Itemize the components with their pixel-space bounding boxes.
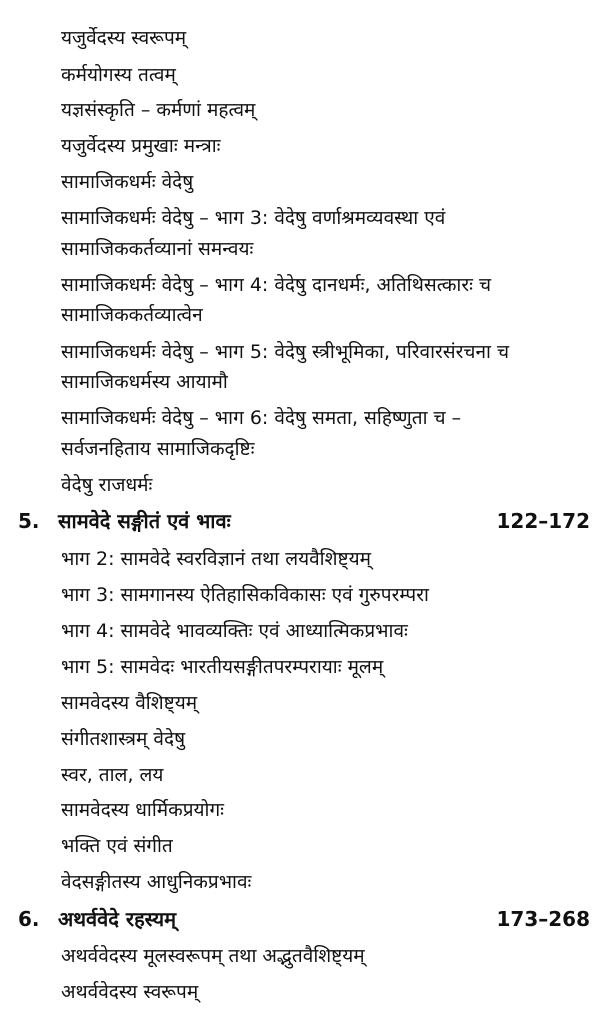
toc-line: सामवेदस्य धार्मिकप्रयोगः	[61, 799, 224, 821]
toc-line: सामाजिकधर्मस्य आयामौ	[61, 371, 228, 393]
toc-line: सर्वजनहिताय सामाजिकदृष्टिः	[61, 438, 255, 460]
toc-line: सामाजिकधर्मः वेदेषु – भाग 3: वेदेषु वर्णाश्रमव्यवस्था एवं	[61, 207, 446, 229]
toc-line: सामाजिकधर्मः वेदेषु – भाग 5: वेदेषु स्त्रीभूमिका, परिवारसंरचना च	[61, 341, 510, 363]
toc-line: यज्ञसंस्कृति – कर्मणां महत्वम्	[61, 99, 256, 121]
toc-line: भाग 2: सामवेदे स्वरविज्ञानं तथा लयवैशिष्ट्यम्	[61, 548, 371, 570]
chapter-title: सामवेदे सङ्गीतं एवं भावः	[58, 509, 231, 533]
chapter-page-range: 122–172	[496, 509, 590, 533]
chapter-page-range: 173–268	[496, 907, 590, 931]
toc-line: सामाजिकधर्मः वेदेषु – भाग 4: वेदेषु दानधर्मः, अतिथिसत्कारः च	[61, 274, 492, 296]
toc-line: भाग 5: सामवेदः भारतीयसङ्गीतपरम्परायाः मूलम्	[61, 656, 384, 678]
toc-line: वेदेषु राजधर्मः	[61, 474, 153, 496]
chapter-heading	[0, 506, 600, 536]
toc-line: यजुर्वेदस्य स्वरूपम्	[61, 27, 187, 49]
toc-line: भाग 4: सामवेदे भावव्यक्तिः एवं आध्यात्मिकप्रभावः	[61, 620, 408, 642]
toc-line: संगीतशास्त्रम् वेदेषु	[61, 728, 186, 750]
chapter-heading	[0, 904, 600, 934]
toc-line: वेदसङ्गीतस्य आधुनिकप्रभावः	[61, 871, 252, 893]
toc-line: यजुर्वेदस्य प्रमुखाः मन्त्राः	[61, 135, 221, 157]
toc-line: भक्ति एवं संगीत	[61, 835, 173, 857]
toc-line: अथर्ववेदस्य स्वरूपम्	[61, 981, 199, 1003]
chapter-number: 6.	[18, 907, 40, 931]
toc-line: सामाजिकधर्मः वेदेषु	[61, 171, 194, 193]
toc-line: अथर्ववेदस्य मूलस्वरूपम् तथा अद्भुतवैशिष्ट्यम्	[61, 945, 365, 967]
toc-line: कर्मयोगस्य तत्वम्	[61, 64, 176, 86]
toc-line: सामाजिकधर्मः वेदेषु – भाग 6: वेदेषु समता, सहिष्णुता च –	[61, 407, 462, 429]
toc-line: सामवेदस्य वैशिष्ट्यम्	[61, 692, 198, 714]
toc-line: भाग 3: सामगानस्य ऐतिहासिकविकासः एवं गुरुपरम्परा	[61, 584, 429, 606]
toc-line: सामाजिककर्तव्यानां समन्वयः	[61, 238, 254, 260]
chapter-number: 5.	[18, 509, 40, 533]
chapter-title: अथर्ववेदे रहस्यम्	[58, 907, 177, 931]
toc-line: स्वर, ताल, लय	[61, 764, 164, 786]
toc-line: सामाजिककर्तव्यात्वेन	[61, 304, 203, 326]
